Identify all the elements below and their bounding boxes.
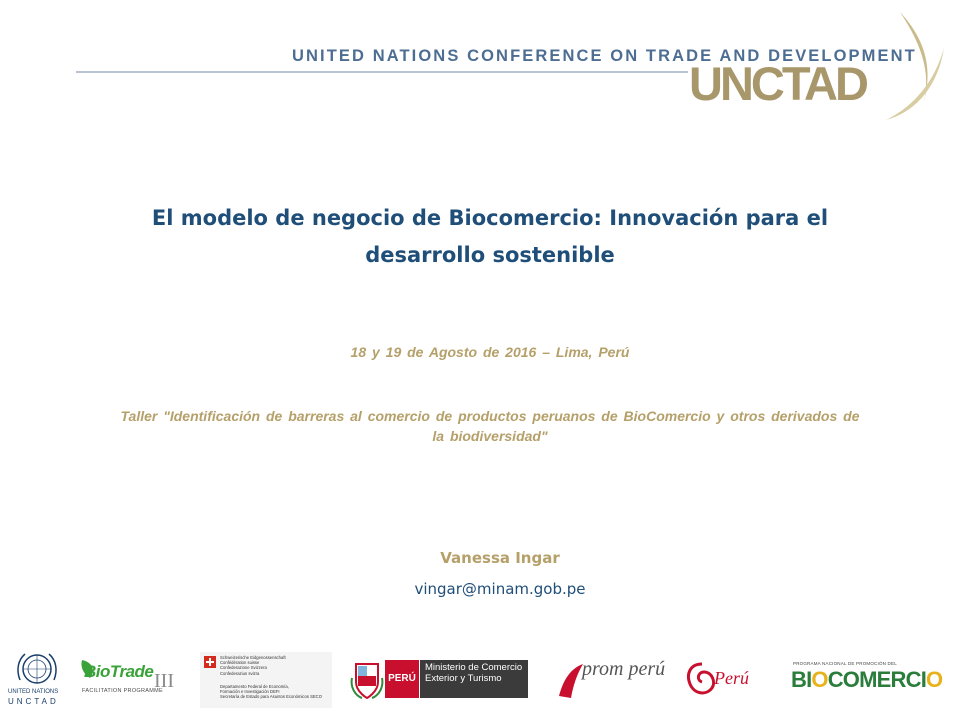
marca-peru-icon xyxy=(684,658,764,700)
speaker-email[interactable]: vingar@minam.gob.pe xyxy=(414,580,586,598)
swiss-dept-line: Secretaría de Estado para Asuntos Económicos SECO xyxy=(220,694,322,700)
un-logo-line1: UNITED NATIONS xyxy=(8,689,59,695)
date-location: 18 y 19 de Agosto de 2016 – Lima, Perú xyxy=(350,344,630,360)
swiss-line: Confederaziun svizra xyxy=(220,670,260,676)
promperu-logo-text: prom perú xyxy=(582,658,666,680)
workshop-title: Taller "Identificación de barreras al comercio de productos peruanos de BioComercio y otros derivados de la biodiversidad" xyxy=(120,408,860,444)
presentation-title: El modelo de negocio de Biocomercio: Innovación para el desarrollo sostenible xyxy=(151,206,829,267)
biotrade-logo-word: BioTrade xyxy=(84,662,154,681)
swiss-dept-line: Formación e Investigación DEFI xyxy=(220,689,280,695)
biotrade-subtitle: FACILITATION PROGRAMME xyxy=(82,688,163,694)
swiss-department xyxy=(220,684,322,700)
biocomercio-logo-word xyxy=(791,667,942,693)
swiss-line: Schweizerische Eidgenossenschaft xyxy=(220,655,286,660)
swiss-confederation-names xyxy=(220,655,286,676)
peru-coat-of-arms-icon xyxy=(350,658,384,702)
biocomercio-word-c: O xyxy=(926,667,943,692)
swiss-line: Confédération suisse xyxy=(220,660,260,666)
swiss-dept-line: Departamento Federal de Economía, xyxy=(220,684,289,689)
header-divider xyxy=(76,71,688,73)
biocomercio-accent-o: O xyxy=(811,667,828,692)
marca-peru-text: Perú xyxy=(714,668,749,688)
biocomercio-word-b: COMERCI xyxy=(827,667,927,692)
org-name: UNITED NATIONS CONFERENCE ON TRADE AND DEVELOPMENT xyxy=(292,47,917,65)
un-logo-text xyxy=(8,688,70,706)
swiss-line: Confederazione Svizzera xyxy=(220,665,267,671)
unctad-logo-word: UNCTAD xyxy=(689,57,866,110)
biocomercio-word-a: BI xyxy=(791,667,812,692)
biotrade-roman-numeral: III xyxy=(154,670,174,692)
ministry-name: Ministerio de Comercio Exterior y Turismo xyxy=(425,662,523,684)
biocomercio-program-label: PROGRAMA NACIONAL DE PROMOCIÓN DEL xyxy=(793,661,897,666)
swiss-flag-icon xyxy=(204,656,216,668)
un-logo-line2: UNCTAD xyxy=(8,697,59,706)
speaker-name: Vanessa Ingar xyxy=(440,549,560,567)
peru-badge: PERÚ xyxy=(385,660,419,698)
un-emblem-icon xyxy=(12,650,62,690)
